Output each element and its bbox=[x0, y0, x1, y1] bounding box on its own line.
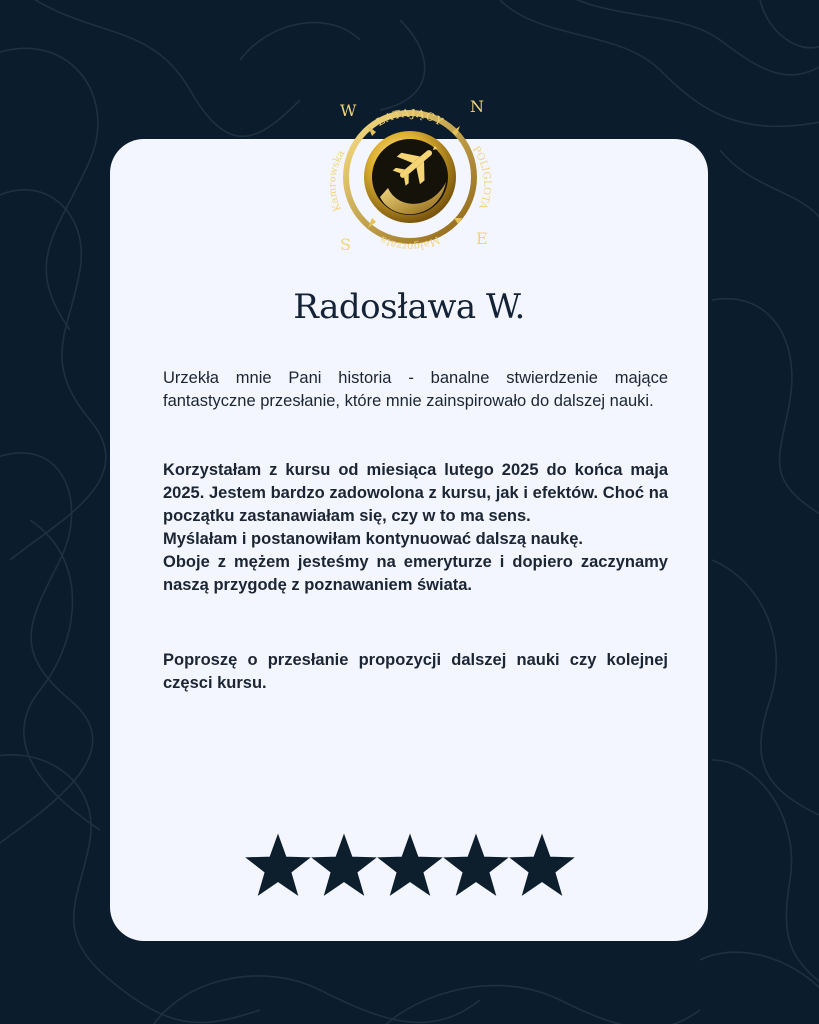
compass-n-label: N bbox=[470, 97, 484, 116]
logo-top-text: LATAJĄCY bbox=[374, 106, 446, 129]
logo-right-text: POLIGLOTA bbox=[469, 144, 493, 211]
review-paragraph-2-line-1: Korzystałam z kursu od miesiąca lutego 2025 do końca maja 2025. Jestem bardzo zadowolona z kursu, jak i efektów. Choć na początku zastanawiałam się, czy w to ma sens. bbox=[163, 461, 668, 525]
star-icon bbox=[379, 835, 442, 895]
logo-bottom-text: Małgorzata bbox=[378, 233, 442, 252]
star-rating-svg bbox=[245, 833, 575, 897]
star-icon bbox=[247, 835, 310, 895]
compass-e-label: E bbox=[476, 229, 488, 248]
compass-w-label: W bbox=[340, 101, 357, 120]
star-icon bbox=[313, 835, 376, 895]
star-rating bbox=[245, 833, 575, 897]
review-paragraph-2 bbox=[163, 459, 668, 597]
reviewer-name: Radosława W. bbox=[293, 287, 525, 327]
logo bbox=[320, 92, 500, 262]
star-icon bbox=[445, 835, 508, 895]
compass-logo bbox=[320, 92, 500, 262]
review-paragraph-2-line-2: Myślałam i postanowiłam kontynuować dalszą naukę. bbox=[163, 530, 583, 548]
compass-s-label: S bbox=[340, 235, 351, 254]
logo-left-text: Kamrowska bbox=[327, 148, 348, 213]
star-icon bbox=[511, 835, 574, 895]
inner-dark bbox=[372, 139, 448, 215]
review-paragraph-1: Urzekła mnie Pani historia - banalne stwierdzenie mające fantastyczne przesłanie, które mnie zainspirowało do dalszej nauki. bbox=[163, 369, 668, 410]
review-paragraph-2-line-3: Oboje z mężem jesteśmy na emeryturze i dopiero zaczynamy naszą przygodę z poznawaniem świata. bbox=[163, 553, 668, 594]
review-paragraph-3: Poproszę o przesłanie propozycji dalszej nauki czy kolejnej częsci kursu. bbox=[163, 651, 668, 692]
